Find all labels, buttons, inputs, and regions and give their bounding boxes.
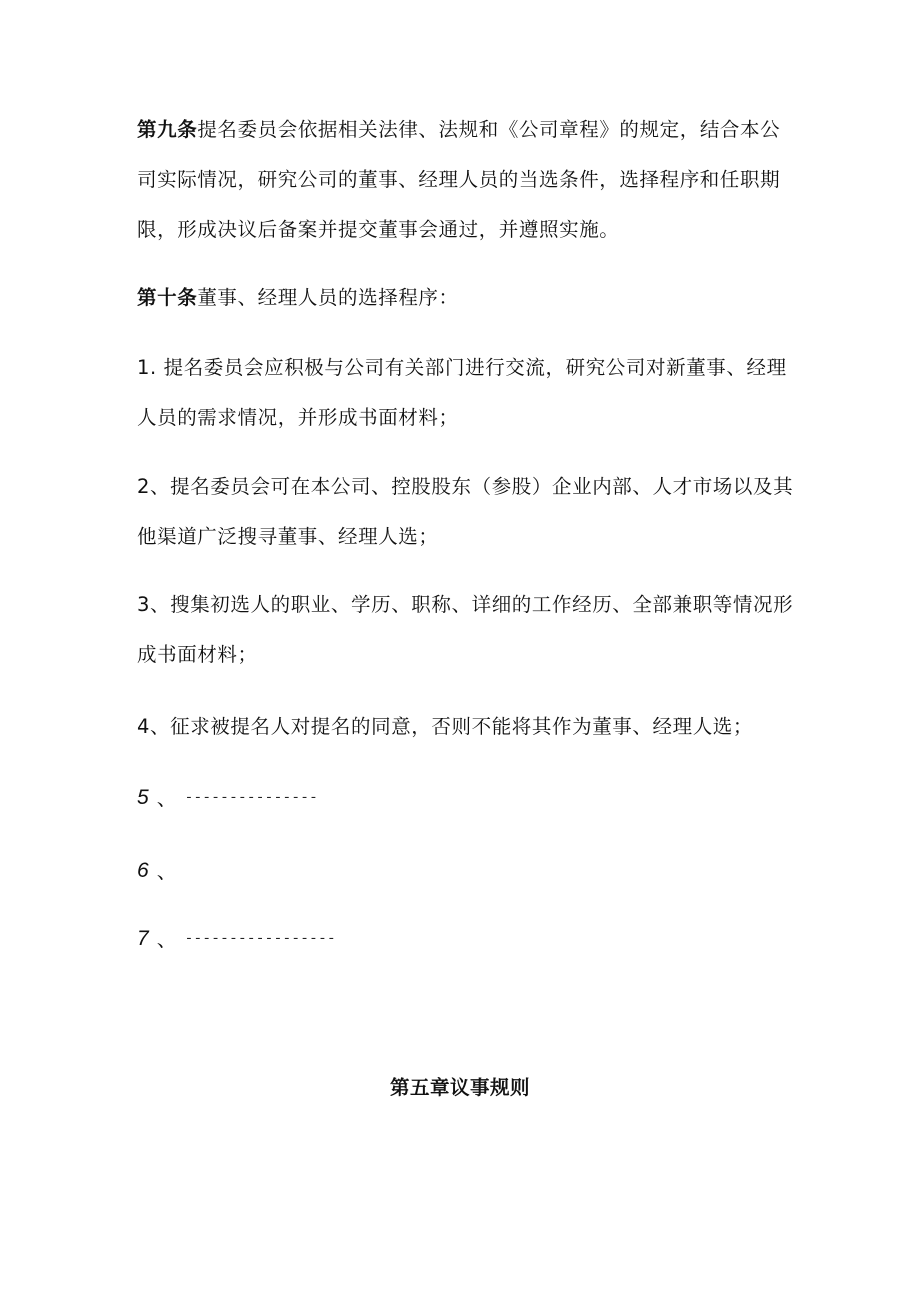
item-7-number: 7 <box>137 927 149 950</box>
article-10-paragraph <box>137 273 797 323</box>
list-item-7 <box>137 924 336 954</box>
list-item-4: 4、征求被提名人对提名的同意，否则不能将其作为董事、经理人选； <box>137 715 754 738</box>
article-10-text: 董事、经理人员的选择程序： <box>197 286 459 309</box>
list-item-1: 1. 提名委员会应积极与公司有关部门进行交流，研究公司对新董事、经理人员的需求情况，并形成书面材料； <box>137 356 787 429</box>
item-6-number: 6 <box>137 859 149 882</box>
chapter-title: 第五章议事规则 <box>389 1076 530 1099</box>
list-item-6 <box>137 856 185 886</box>
article-9-paragraph <box>137 105 797 255</box>
list-item-5 <box>137 783 318 813</box>
article-9-label: 第九条 <box>137 118 198 141</box>
list-item-3: 3、搜集初选人的职业、学历、职称、详细的工作经历、全部兼职等情况形成书面材料； <box>137 593 794 666</box>
list-item-2: 2、提名委员会可在本公司、控股股东（参股）企业内部、人才市场以及其他渠道广泛搜寻董事、经理人选； <box>137 475 794 548</box>
article-9-text: 提名委员会依据相关法律、法规和《公司章程》的规定，结合本公司实际情况，研究公司的董事、经理人员的当选条件，选择程序和任职期限，形成决议后备案并提交董事会通过，并遵照实施。 <box>137 118 781 241</box>
item-5-number: 5 <box>137 786 149 809</box>
item-5-blank-line: --------------- <box>184 790 319 806</box>
article-10-label: 第十条 <box>137 286 198 309</box>
item-5-separator: 、 <box>156 786 177 810</box>
item-7-separator: 、 <box>156 927 177 951</box>
item-6-separator: 、 <box>156 859 177 883</box>
item-7-blank-line: ----------------- <box>184 931 337 947</box>
